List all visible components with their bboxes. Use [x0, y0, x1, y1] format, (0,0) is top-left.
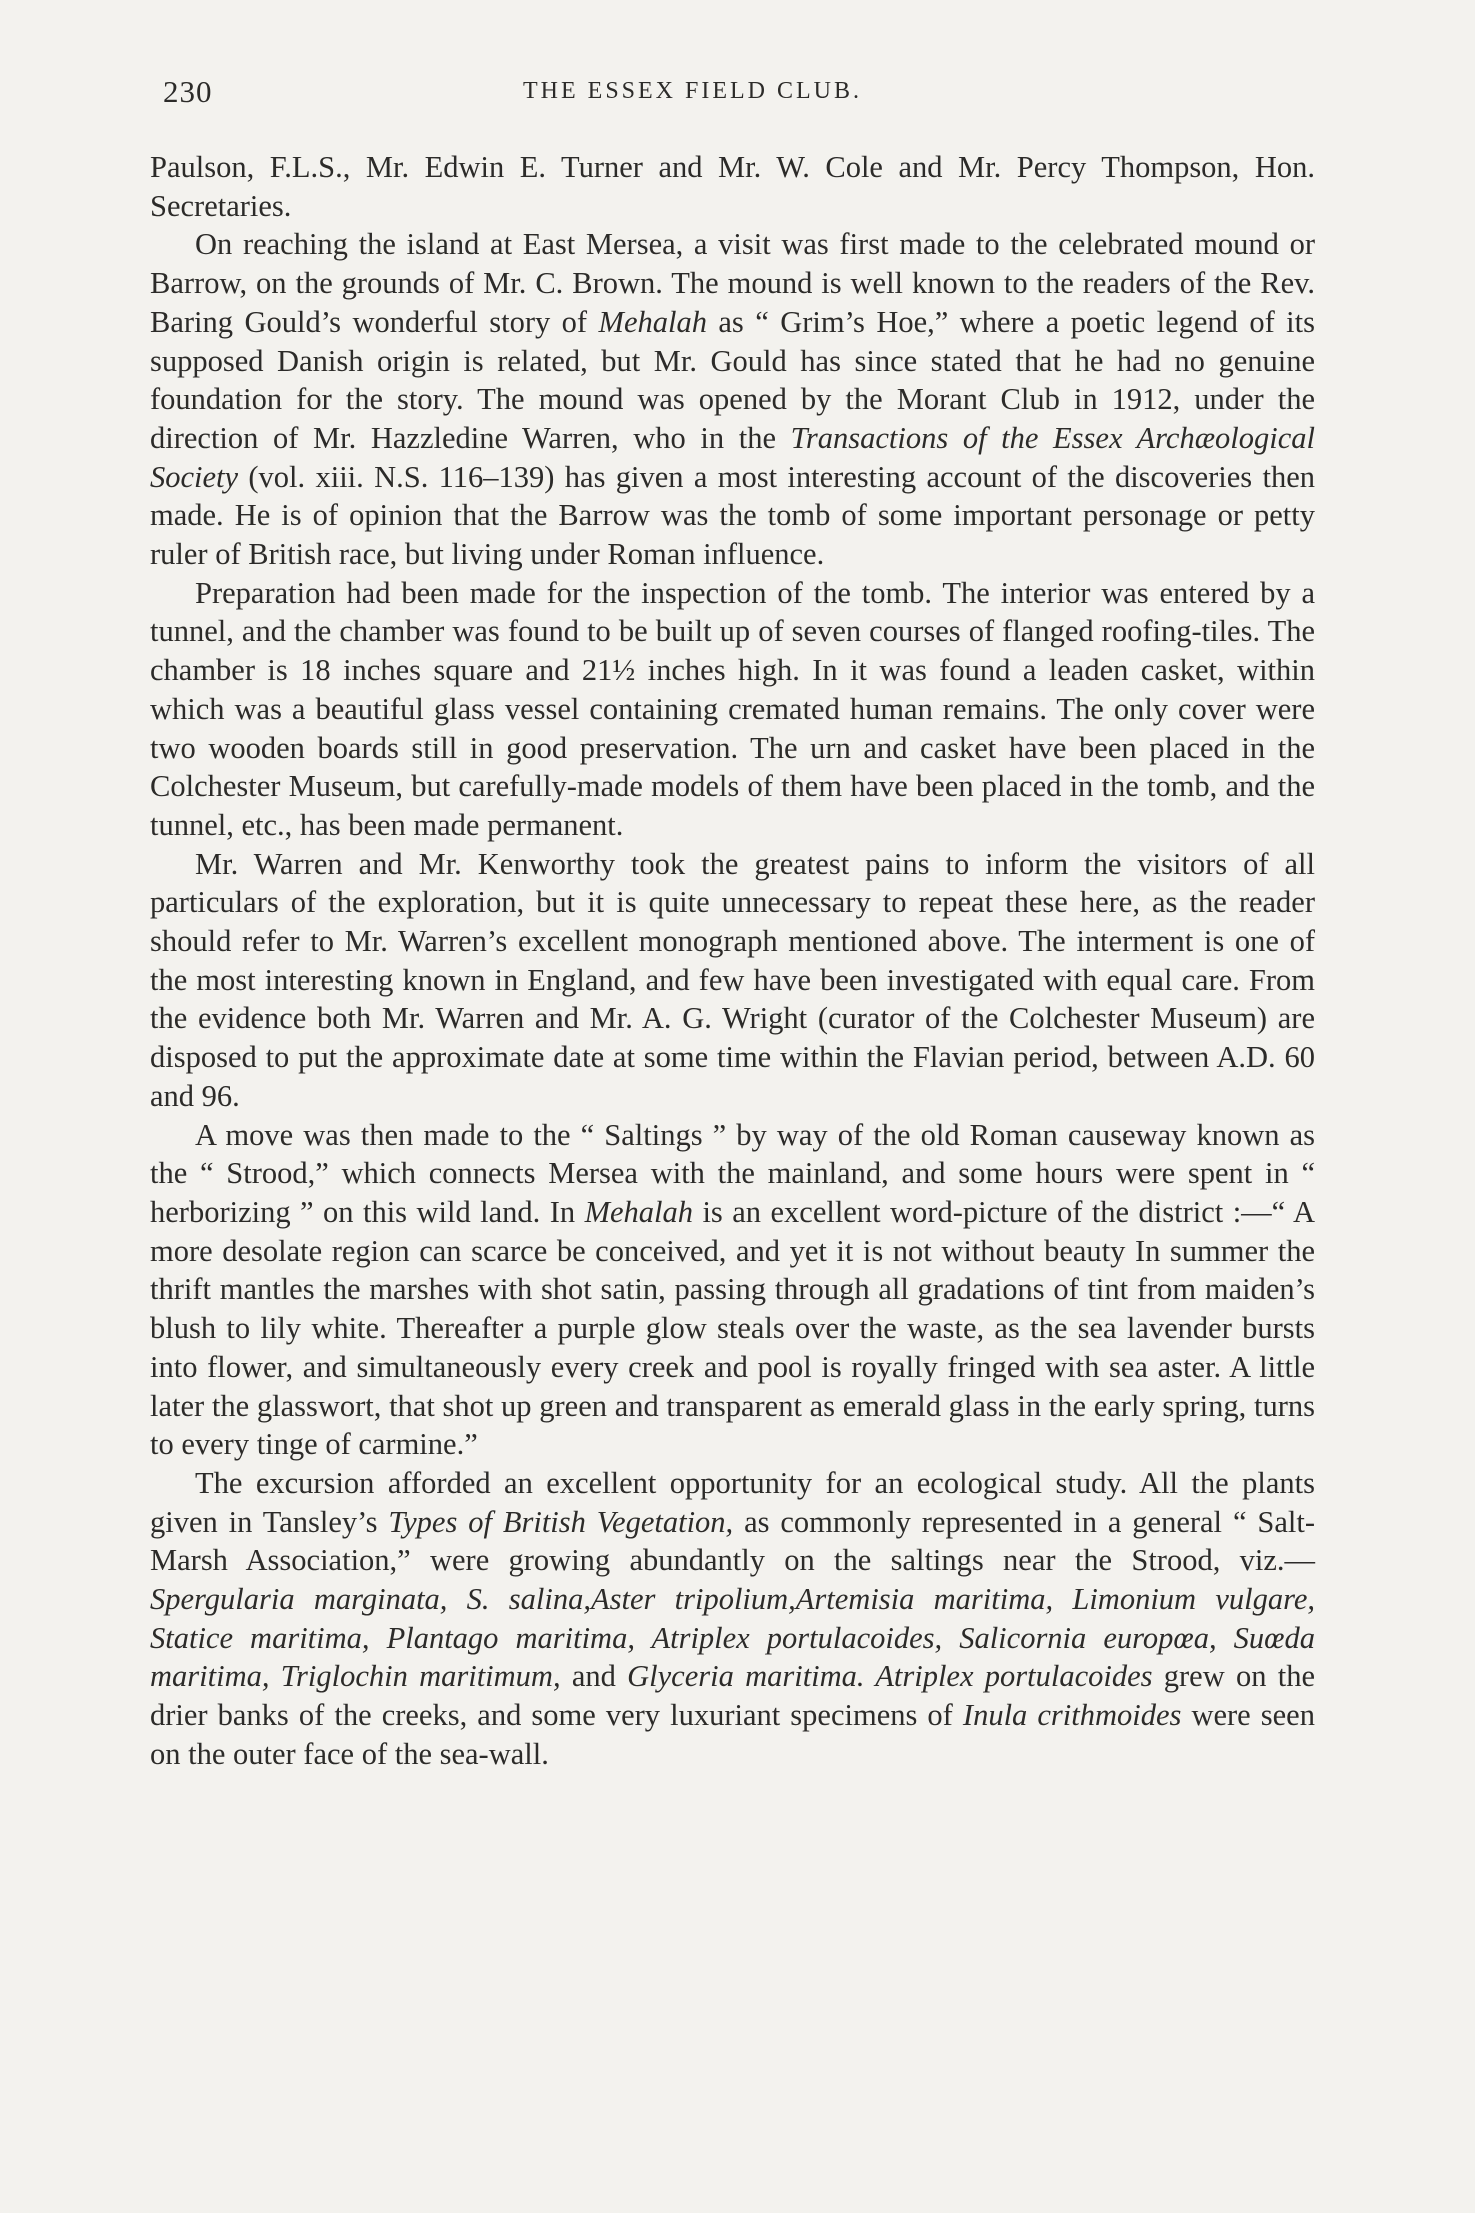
body-text: [150, 148, 1315, 1774]
text-run: The excursion afforded an excellent opportunity for an ecological study. All the plants given in Tansley’s: [150, 1465, 1315, 1539]
paragraph: [150, 574, 1315, 845]
italic-text: Inula crithmoides: [962, 1698, 1182, 1733]
text-run: and: [560, 1659, 628, 1694]
paragraph: [150, 1464, 1315, 1774]
text-run: Paulson, F.L.S., Mr. Edwin E. Turner and Mr. W. Cole and Mr. Percy Thompson, Hon. Secretaries.: [150, 150, 1315, 223]
paragraph: [150, 845, 1315, 1116]
text-run: grew on the drier banks of the creeks, and some very luxuriant specimens of: [150, 1659, 1315, 1733]
italic-text: Mehalah: [598, 304, 707, 339]
running-title: THE ESSEX FIELD CLUB.: [523, 78, 862, 104]
text-run: as commonly represented in a general “ Salt-Marsh Association,” were growing abundantly on the saltings near the Strood, viz.—: [150, 1504, 1315, 1578]
italic-text: Spergularia marginata, S. salina,Aster tripolium,Artemisia maritima, Limonium vulgare, Statice maritima, Plantago maritima, Atriplex portulacoides, Salicornia europœa, Suœda maritima, Triglochin maritimum,: [150, 1582, 1315, 1694]
italic-text: Transactions of the Essex Archæological Society: [150, 420, 1315, 494]
text-run: On reaching the island at East Mersea, a visit was first made to the celebrated mound or Barrow, on the grounds of Mr. C. Brown. The mound is well known to the readers of the Rev. Baring Gould’s wonderful story of: [150, 227, 1315, 339]
text-run: A move was then made to the “ Saltings ” by way of the old Roman causeway known as the “ Strood,” which connects Mersea with the mainland, and some hours were spent in “ herborizing ” on this wild land. In: [150, 1117, 1315, 1229]
italic-text: Glyceria maritima. Atriplex portulacoides: [627, 1659, 1153, 1694]
text-run: as “ Grim’s Hoe,” where a poetic legend of its supposed Danish origin is related, but Mr. Gould has since stated that he had no genuine foundation for the story. The mound was opened by the Morant Club in 1912, under the direction of Mr. Hazzledine Warren, who in the: [150, 304, 1315, 455]
text-run: is an excellent word-picture of the district :—“ A more desolate region can scarce be conceived, and yet it is not without beauty In summer the thrift mantles the marshes with shot satin, passing through all gradations of tint from maiden’s blush to lily white. Thereafter a purple glow steals over the waste, as the sea lavender bursts into flower, and simultaneously every creek and pool is royally fringed with sea aster. A little later the glasswort, that shot up green and transparent as emerald glass in the early spring, turns to every tinge of carmine.”: [150, 1194, 1315, 1462]
page-number: 230: [163, 74, 213, 109]
paragraph: [150, 148, 1315, 225]
italic-text: Types of British Vegetation,: [388, 1504, 734, 1539]
paragraph: [150, 1116, 1315, 1464]
text-run: (vol. xiii. N.S. 116–139) has given a most interesting account of the discoveries then made. He is of opinion that the Barrow was the tomb of some important personage or petty ruler of British race, but living under Roman influence.: [150, 459, 1315, 572]
italic-text: Mehalah: [584, 1194, 694, 1229]
paragraph: [150, 225, 1315, 573]
text-run: Preparation had been made for the inspection of the tomb. The interior was entered by a tunnel, and the chamber was found to be built up of seven courses of flanged roofing-tiles. The chamber is 18 inches square and 21½ inches high. In it was found a leaden casket, within which was a beautiful glass vessel containing cremated human remains. The only cover were two wooden boards still in good preservation. The urn and casket have been placed in the Colchester Museum, but carefully-made models of them have been placed in the tomb, and the tunnel, etc., has been made permanent.: [150, 575, 1315, 842]
text-run: Mr. Warren and Mr. Kenworthy took the greatest pains to inform the visitors of all particulars of the exploration, but it is quite unnecessary to repeat these here, as the reader should refer to Mr. Warren’s excellent monograph mentioned above. The interment is one of the most interesting known in England, and few have been investigated with equal care. From the evidence both Mr. Warren and Mr. A. G. Wright (curator of the Colchester Museum) are disposed to put the approximate date at some time within the Flavian period, between A.D. 60 and 96.: [150, 846, 1315, 1113]
running-head: [163, 74, 1313, 118]
text-run: were seen on the outer face of the sea-wall.: [150, 1698, 1315, 1771]
